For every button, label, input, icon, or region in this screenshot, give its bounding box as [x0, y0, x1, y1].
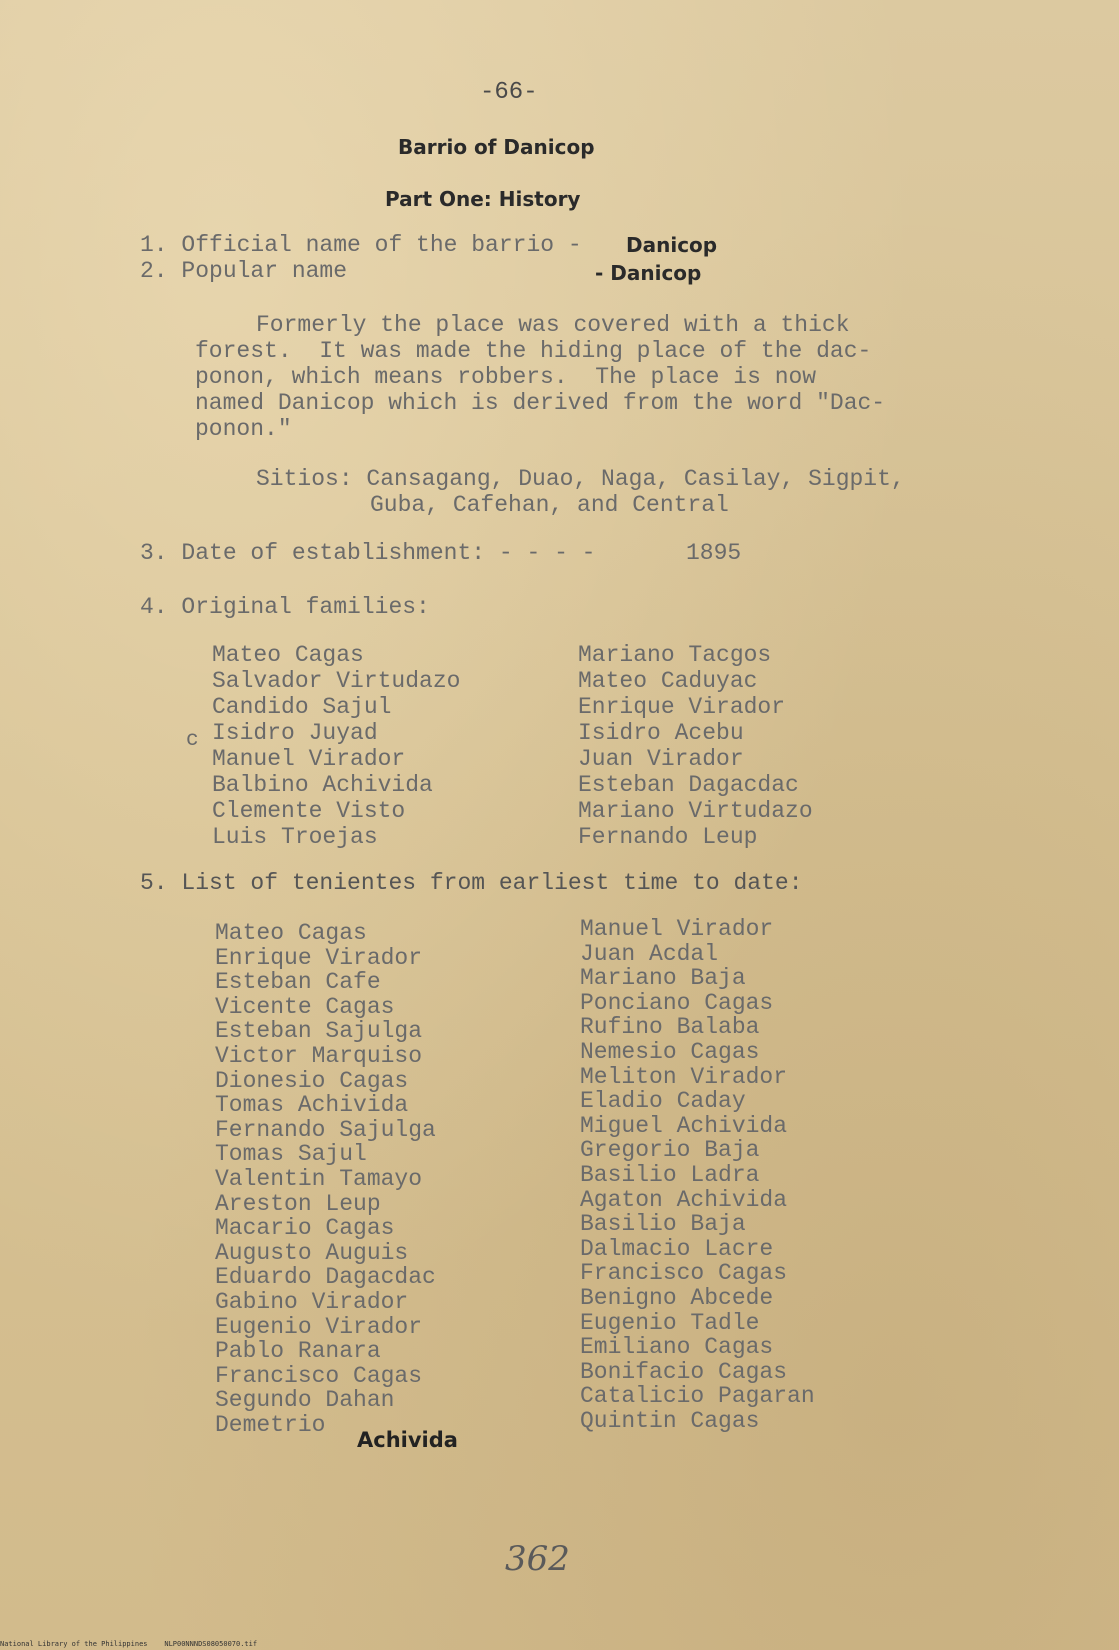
teniente-name: Victor Marquiso	[215, 1043, 423, 1069]
family-name: Luis Troejas	[212, 824, 378, 850]
teniente-name: Dionesio Cagas	[215, 1067, 409, 1094]
document-title: Barrio of Danicop	[398, 135, 595, 159]
family-name: Mateo Caduyac	[578, 668, 758, 694]
teniente-name: Fernando Sajulga	[215, 1116, 436, 1143]
family-name: Mariano Virtudazo	[578, 798, 813, 824]
teniente-name: Eugenio Tadle	[580, 1309, 760, 1336]
item-5-label: 5. List of tenientes from earliest time to date:	[140, 870, 803, 896]
teniente-name: Bonifacio Cagas	[580, 1358, 788, 1385]
teniente-name: Areston Leup	[215, 1190, 381, 1217]
family-name: Mariano Tacgos	[578, 642, 772, 668]
teniente-name: Macario Cagas	[215, 1215, 395, 1242]
family-name: Isidro Juyad	[212, 720, 378, 746]
family-name: Balbino Achivida	[212, 772, 433, 798]
teniente-name: Benigno Abcede	[580, 1285, 774, 1311]
family-name: Juan Virador	[578, 746, 744, 772]
teniente-name: Enrique Virador	[215, 944, 423, 971]
teniente-name: Vicente Cagas	[215, 993, 395, 1020]
teniente-name: Augusto Auguis	[215, 1239, 409, 1266]
teniente-name: Juan Acdal	[580, 940, 719, 967]
family-name: Fernando Leup	[578, 824, 758, 850]
folio-mark: 362	[505, 1539, 570, 1579]
paragraph-line: ponon, which means robbers. The place is now	[195, 364, 817, 390]
teniente-name: Gabino Virador	[215, 1289, 409, 1315]
teniente-name: Basilio Ladra	[580, 1162, 760, 1188]
teniente-name: Emiliano Cagas	[580, 1334, 774, 1361]
family-name: Isidro Acebu	[578, 720, 744, 746]
item-4-label: 4. Original families:	[140, 594, 430, 620]
sitios-line: Guba, Cafehan, and Central	[370, 492, 729, 518]
teniente-name: Dalmacio Lacre	[580, 1235, 774, 1262]
teniente-name: Ponciano Cagas	[580, 989, 774, 1016]
families-marker: c	[186, 729, 199, 752]
sitios-line: Sitios: Cansagang, Duao, Naga, Casilay, Sigpit,	[256, 466, 905, 492]
item-3-label: 3. Date of establishment: - - - -	[140, 540, 596, 566]
handwritten-surname: Achivida	[357, 1428, 458, 1452]
family-name: Enrique Virador	[578, 694, 786, 720]
section-heading: Part One: History	[385, 187, 581, 211]
teniente-name: Basilio Baja	[580, 1211, 746, 1238]
teniente-name: Mateo Cagas	[215, 920, 367, 946]
teniente-name: Gregorio Baja	[580, 1137, 760, 1164]
teniente-name: Catalicio Pagaran	[580, 1383, 815, 1410]
paragraph-line: Formerly the place was covered with a thick	[256, 312, 850, 338]
teniente-name: Rufino Balaba	[580, 1014, 760, 1041]
teniente-name: Quintin Cagas	[580, 1408, 760, 1434]
teniente-name: Esteban Sajulga	[215, 1018, 423, 1045]
teniente-name: Francisco Cagas	[580, 1260, 788, 1287]
family-name: Candido Sajul	[212, 694, 392, 720]
teniente-name: Valentin Tamayo	[215, 1166, 423, 1192]
teniente-name: Miguel Achivida	[580, 1112, 788, 1139]
teniente-name: Mariano Baja	[580, 965, 746, 992]
item-2-value: - Danicop	[595, 261, 702, 285]
teniente-name: Demetrio	[215, 1412, 326, 1438]
teniente-name: Eduardo Dagacdac	[215, 1264, 436, 1291]
teniente-name: Nemesio Cagas	[580, 1039, 760, 1065]
teniente-name: Eladio Caday	[580, 1088, 746, 1115]
paragraph-line: ponon."	[195, 416, 292, 442]
teniente-name: Tomas Achivida	[215, 1092, 409, 1119]
item-2-label: 2. Popular name	[140, 258, 348, 284]
teniente-name: Esteban Cafe	[215, 969, 381, 996]
teniente-name: Meliton Virador	[580, 1063, 788, 1090]
footer-source: National Library of the Philippines NLP00NNNDS08050070.tif	[0, 1640, 258, 1648]
teniente-name: Francisco Cagas	[215, 1362, 423, 1389]
item-3-value: 1895	[686, 540, 742, 566]
item-1-value: Danicop	[626, 233, 718, 257]
teniente-name: Eugenio Virador	[215, 1313, 423, 1340]
teniente-name: Segundo Dahan	[215, 1387, 395, 1414]
teniente-name: Pablo Ranara	[215, 1338, 381, 1365]
family-name: Clemente Visto	[212, 798, 406, 824]
item-1-label: 1. Official name of the barrio -	[140, 232, 582, 258]
page-number: -66-	[480, 79, 538, 106]
family-name: Manuel Virador	[212, 746, 406, 772]
family-name: Esteban Dagacdac	[578, 772, 799, 798]
teniente-name: Manuel Virador	[580, 916, 774, 942]
paragraph-line: forest. It was made the hiding place of the dac-	[195, 338, 872, 364]
family-name: Mateo Cagas	[212, 642, 364, 668]
family-name: Salvador Virtudazo	[212, 668, 461, 694]
teniente-name: Tomas Sajul	[215, 1141, 367, 1168]
paragraph-line: named Danicop which is derived from the word "Dac-	[195, 390, 886, 416]
teniente-name: Agaton Achivida	[580, 1186, 788, 1213]
